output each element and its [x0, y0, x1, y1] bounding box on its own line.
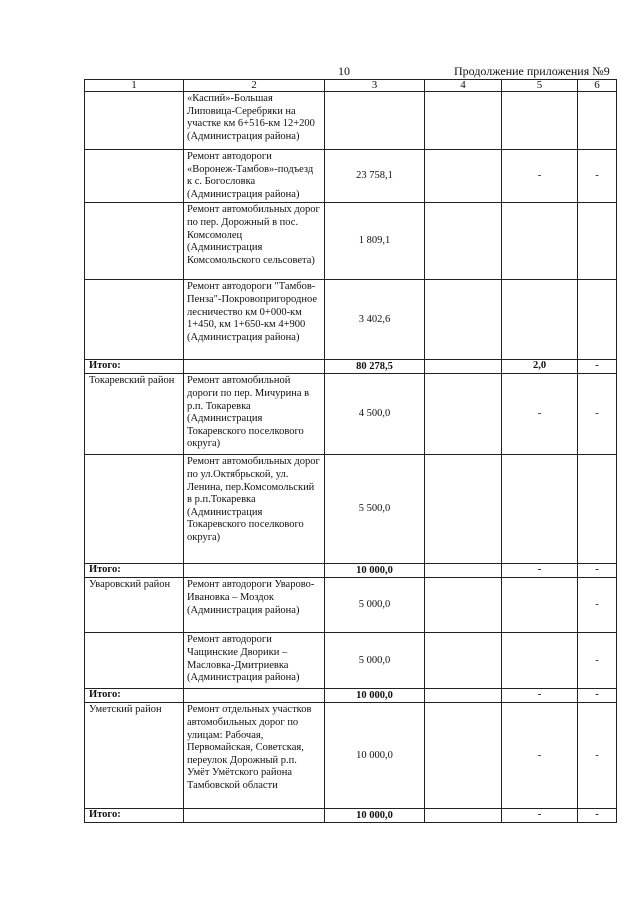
column-5-cell: -: [502, 703, 578, 809]
column-4-cell: [425, 92, 502, 150]
total-empty-cell: [184, 809, 325, 823]
column-6-cell: [578, 203, 617, 280]
region-cell: [85, 92, 184, 150]
total-label: Итого:: [85, 564, 184, 578]
total-label: Итого:: [85, 360, 184, 374]
column-5-cell: -: [502, 374, 578, 455]
work-description-cell: Ремонт отдельных участков автомобильных дорог по улицам: Рабочая, Первомайская, Советская, переулок Дорожный р.п. Умёт Умётского района Тамбовской области: [184, 703, 325, 809]
amount-cell: 5 000,0: [325, 633, 425, 689]
total-amount: 10 000,0: [325, 689, 425, 703]
column-4-cell: [425, 374, 502, 455]
region-cell: [85, 455, 184, 564]
total-empty-cell: [184, 360, 325, 374]
amount-cell: 4 500,0: [325, 374, 425, 455]
region-cell: Токаревский район: [85, 374, 184, 455]
column-6-cell: -: [578, 374, 617, 455]
appendix-continuation-label: Продолжение приложения №9: [454, 64, 610, 78]
column-header: 2: [184, 80, 325, 92]
amount-cell: 1 809,1: [325, 203, 425, 280]
column-5-cell: [502, 203, 578, 280]
region-cell: [85, 280, 184, 360]
work-description-cell: Ремонт автодороги «Воронеж-Тамбов»-подъезд к с. Богословка (Администрация района): [184, 150, 325, 203]
column-5-cell: [502, 455, 578, 564]
column-6-cell: -: [578, 703, 617, 809]
column-6-cell: [578, 92, 617, 150]
total-empty-cell: [425, 809, 502, 823]
total-empty-cell: [184, 689, 325, 703]
column-6-cell: [578, 280, 617, 360]
total-label: Итого:: [85, 809, 184, 823]
work-description-cell: Ремонт автодороги "Тамбов-Пенза"-Покровопригородное лесничество км 0+000-км 1+450, км 1+650-км 4+900 (Администрация района): [184, 280, 325, 360]
table-row: [85, 374, 617, 455]
column-6-cell: [578, 455, 617, 564]
region-cell: [85, 633, 184, 689]
region-cell: [85, 150, 184, 203]
work-description-cell: Ремонт автомобильных дорог по пер. Дорожный в пос. Комсомолец (Администрация Комсомольского сельсовета): [184, 203, 325, 280]
column-4-cell: [425, 280, 502, 360]
total-column-6: -: [578, 809, 617, 823]
total-column-5: -: [502, 809, 578, 823]
total-amount: 10 000,0: [325, 564, 425, 578]
column-5-cell: [502, 633, 578, 689]
column-4-cell: [425, 455, 502, 564]
region-cell: [85, 203, 184, 280]
total-label: Итого:: [85, 689, 184, 703]
amount-cell: 23 758,1: [325, 150, 425, 203]
column-number-row: [85, 80, 617, 92]
amount-cell: [325, 92, 425, 150]
total-row: [85, 564, 617, 578]
table-row: [85, 150, 617, 203]
page-number: 10: [338, 64, 350, 78]
table-row: [85, 92, 617, 150]
column-header: 1: [85, 80, 184, 92]
total-row: [85, 689, 617, 703]
total-column-6: -: [578, 564, 617, 578]
amount-cell: 3 402,6: [325, 280, 425, 360]
column-4-cell: [425, 150, 502, 203]
amount-cell: 10 000,0: [325, 703, 425, 809]
column-6-cell: -: [578, 578, 617, 633]
column-header: 4: [425, 80, 502, 92]
table-row: [85, 455, 617, 564]
amount-cell: 5 000,0: [325, 578, 425, 633]
column-5-cell: [502, 578, 578, 633]
total-column-5: -: [502, 689, 578, 703]
column-5-cell: [502, 280, 578, 360]
work-description-cell: Ремонт автомобильной дороги по пер. Мичурина в р.п. Токаревка (Администрация Токаревского поселкового округа): [184, 374, 325, 455]
work-description-cell: Ремонт автомобильных дорог по ул.Октябрьской, ул. Ленина, пер.Комсомольский в р.п.Токаревка (Администрация Токаревского поселкового округа): [184, 455, 325, 564]
total-row: [85, 360, 617, 374]
column-5-cell: -: [502, 150, 578, 203]
work-description-cell: Ремонт автодороги Чащинские Дворики – Масловка-Дмитриевка (Администрация района): [184, 633, 325, 689]
table-row: [85, 633, 617, 689]
table-row: [85, 578, 617, 633]
column-4-cell: [425, 203, 502, 280]
column-5-cell: [502, 92, 578, 150]
region-cell: Уметский район: [85, 703, 184, 809]
column-6-cell: -: [578, 633, 617, 689]
total-column-5: -: [502, 564, 578, 578]
region-cell: Уваровский район: [85, 578, 184, 633]
total-column-5: 2,0: [502, 360, 578, 374]
appendix-table: [84, 79, 617, 823]
work-description-cell: «Каспий»-Большая Липовица-Серебряки на участке км 6+516-км 12+200 (Администрация района): [184, 92, 325, 150]
table-row: [85, 203, 617, 280]
total-empty-cell: [425, 689, 502, 703]
column-header: 5: [502, 80, 578, 92]
total-row: [85, 809, 617, 823]
work-description-cell: Ремонт автодороги Уварово-Ивановка – Моздок (Администрация района): [184, 578, 325, 633]
amount-cell: 5 500,0: [325, 455, 425, 564]
total-empty-cell: [425, 564, 502, 578]
column-4-cell: [425, 703, 502, 809]
table-row: [85, 703, 617, 809]
column-header: 3: [325, 80, 425, 92]
column-6-cell: -: [578, 150, 617, 203]
total-amount: 80 278,5: [325, 360, 425, 374]
column-4-cell: [425, 633, 502, 689]
total-empty-cell: [425, 360, 502, 374]
total-amount: 10 000,0: [325, 809, 425, 823]
total-empty-cell: [184, 564, 325, 578]
total-column-6: -: [578, 360, 617, 374]
total-column-6: -: [578, 689, 617, 703]
column-4-cell: [425, 578, 502, 633]
table-row: [85, 280, 617, 360]
column-header: 6: [578, 80, 617, 92]
